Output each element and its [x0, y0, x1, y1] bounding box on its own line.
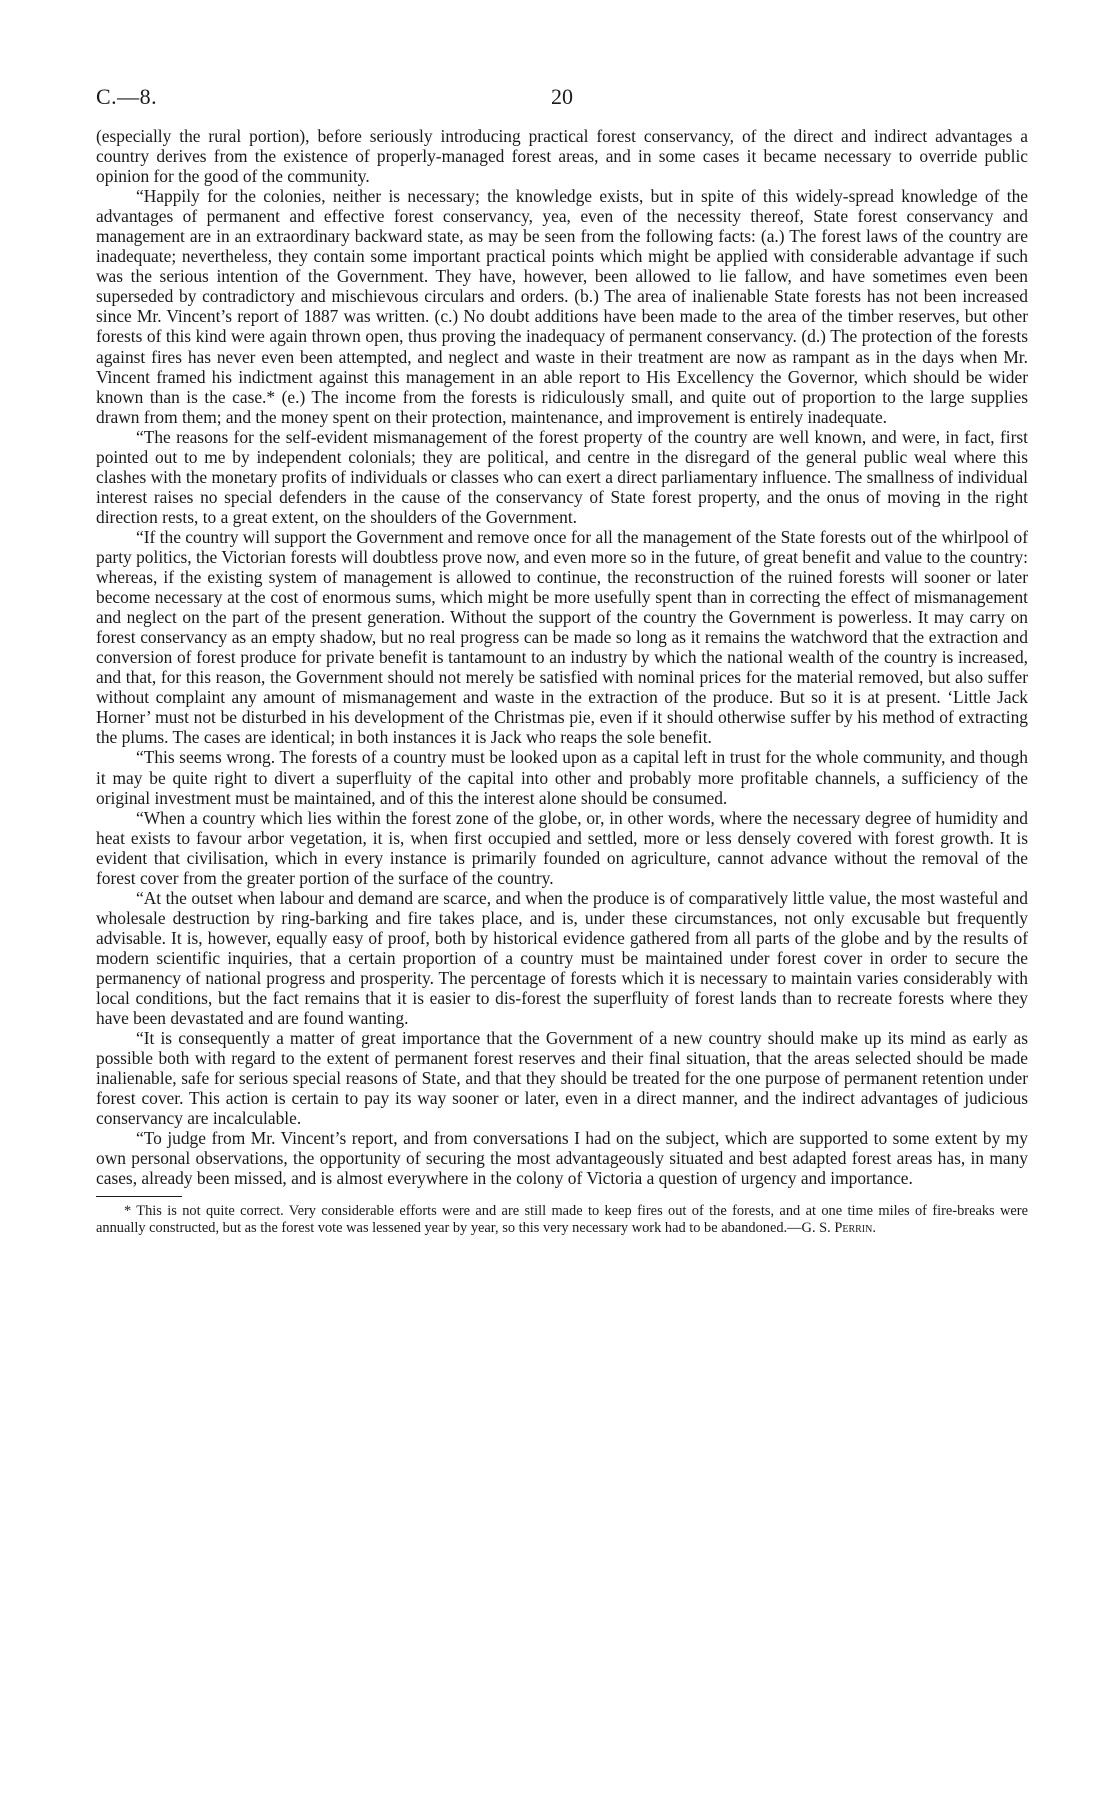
footnote: [96, 1203, 1028, 1236]
paragraph: “Happily for the colonies, neither is necessary; the knowledge exists, but in spite of this widely-spread knowledge of the advantages of permanent and effective forest conservancy, yea, even of the necessity thereof, State forest conservancy and management are in an extraordinary backward state, as may be seen from the following facts: (a.) The forest laws of the country are inadequate; nevertheless, they contain some important practical points which might be applied with considerable advantage if such was the serious intention of the Government. They have, however, been allowed to lie fallow, and have sometimes even been superseded by contradictory and mischievous circulars and orders. (b.) The area of inalienable State forests has not been increased since Mr. Vincent’s report of 1887 was written. (c.) No doubt additions have been made to the area of the timber reserves, but other forests of this kind were again thrown open, thus proving the inadequacy of permanent conservancy. (d.) The protection of the forests against fires has never even been attempted, and neglect and waste in their treatment are now as rampant as in the days when Mr. Vincent framed his indictment against this management in an able report to His Excellency the Governor, which should be wider known than is the case.* (e.) The income from the forests is ridiculously small, and quite out of proportion to the large supplies drawn from them; and the money spent on their protection, maintenance, and improvement is entirely inadequate.: [96, 186, 1028, 427]
paragraph: (especially the rural portion), before seriously introducing practical forest conservancy, of the direct and indirect advantages a country derives from the existence of properly-managed forest areas, and in some cases it became necessary to override public opinion for the good of the community.: [96, 126, 1028, 187]
page-header: [96, 84, 1028, 112]
footnote-text: * This is not quite correct. Very considerable efforts were and are still made to keep fires out of the forests, and at one time miles of fire-breaks were annually constructed, but as the forest vote was lessened year by year, so this very necessary work had to be abandoned.—: [96, 1203, 1028, 1236]
document-page: [96, 84, 1028, 1236]
paragraph: “When a country which lies within the forest zone of the globe, or, in other words, where the necessary degree of humidity and heat exists to favour arbor vegetation, it is, when first occupied and settled, more or less densely covered with forest growth. It is evident that civilisation, which in every instance is primarily founded on agriculture, cannot advance without the removal of the forest cover from the greater portion of the surface of the country.: [96, 807, 1028, 888]
footnote-paragraph: [96, 1203, 1028, 1236]
paragraph: “This seems wrong. The forests of a country must be looked upon as a capital left in trust for the whole community, and though it may be quite right to divert a superfluity of the capital into other and probably more profitable channels, a sufficiency of the original investment must be maintained, and of this the interest alone should be consumed.: [96, 747, 1028, 808]
paragraph: “If the country will support the Government and remove once for all the management of the State forests out of the whirlpool of party politics, the Victorian forests will doubtless prove now, and even more so in the future, of great benefit and value to the country: whereas, if the existing system of management is allowed to continue, the reconstruction of the ruined forests will sooner or later become necessary at the cost of enormous sums, which might be more usefully spent than in correcting the effect of mismanagement and neglect on the part of the present generation. Without the support of the country the Government is powerless. It may carry on forest conservancy as an empty shadow, but no real progress can be made so long as it remains the watchword that the extraction and conversion of forest produce for private benefit is tantamount to an industry by which the national wealth of the country is increased, and that, for this reason, the Government should not merely be satisfied with nominal prices for the material removed, but also suffer without complaint any amount of mismanagement and waste in the extraction of the produce. But so it is at present. ‘Little Jack Horner’ must not be disturbed in his development of the Christmas pie, even if it should otherwise suffer by his method of extracting the plums. The cases are identical; in both instances it is Jack who reaps the sole benefit.: [96, 526, 1028, 748]
body-text: [96, 126, 1028, 1188]
paragraph: “The reasons for the self-evident mismanagement of the forest property of the country are well known, and were, in fact, first pointed out to me by independent colonials; they are political, and centre in the disregard of the general public weal where this clashes with the monetary profits of individuals or classes who can exert a direct parliamentary influence. The smallness of individual interest raises no special defenders in the cause of the conservancy of State forest property, and the onus of moving in the right direction rests, to a great extent, on the shoulders of the Government.: [96, 426, 1028, 527]
footnote-signature: G. S. Perrin.: [801, 1219, 876, 1236]
page-number: 20: [551, 84, 573, 109]
paragraph: “To judge from Mr. Vincent’s report, and from conversations I had on the subject, which are supported to some extent by my own personal observations, the opportunity of securing the most advantageously situated and best adapted forest areas has, in many cases, already been missed, and is almost everywhere in the colony of Victoria a question of urgency and importance.: [96, 1128, 1028, 1189]
footnote-divider: [96, 1196, 182, 1197]
paragraph: “It is consequently a matter of great importance that the Government of a new country should make up its mind as early as possible both with regard to the extent of permanent forest reserves and their final situation, that the areas selected should be made inalienable, safe for serious special reasons of State, and that they should be treated for the one purpose of permanent retention under forest cover. This action is certain to pay its way sooner or later, even in a direct manner, and the indirect advantages of judicious conservancy are incalculable.: [96, 1028, 1028, 1129]
document-reference: C.—8.: [96, 84, 158, 109]
paragraph: “At the outset when labour and demand are scarce, and when the produce is of comparatively little value, the most wasteful and wholesale destruction by ring-barking and fire takes place, and is, under these circumstances, not only excusable but frequently advisable. It is, however, equally easy of proof, both by historical evidence gathered from all parts of the globe and by the results of modern scientific inquiries, that a certain proportion of a country must be maintained under forest cover in order to secure the permanency of national progress and prosperity. The percentage of forests which it is necessary to maintain varies considerably with local conditions, but the fact remains that it is easier to dis-forest the superfluity of forest lands than to recreate forests where they have been devastated and are found wanting.: [96, 887, 1028, 1029]
